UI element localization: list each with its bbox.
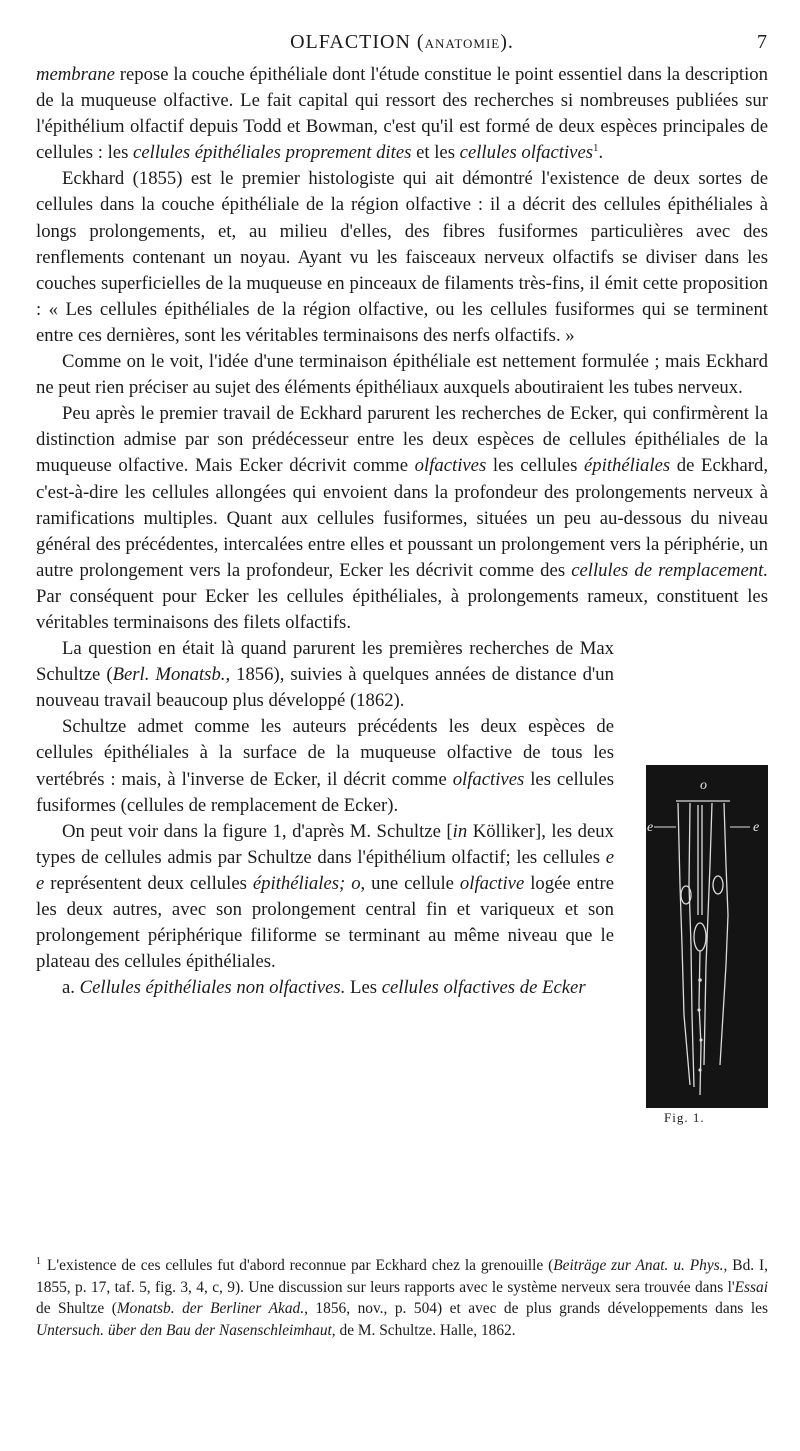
figure-label-o: o xyxy=(700,778,707,793)
running-title-main: OLFACTION ( xyxy=(290,31,425,53)
running-title-end: ). xyxy=(500,31,514,53)
figure-1-illustration xyxy=(646,765,768,1108)
text-run: Eckhard (1855) est le premier histologiste qui ait démontré l'existence de deux sortes de cellules dans la couche épithéliale de la région olfactive : il a décrit des cellules épithéliales à longs prolongements, et, au milieu d'elles, des fibres fusiformes particulières avec des renflements contenant un noyau. Ayant vu les faisceaux nerveux olfactifs se diviser dans les couches superficielles de la muqueuse en pinceaux de filaments très-fins, il émit cette proposition : « Les cellules épithéliales de la région olfactive, ou les cellules fusiformes qui se terminent entre ces dernières, sont les véritables terminaisons des nerfs olfactifs. » xyxy=(36,168,768,346)
running-title-small-caps: ANATOMIE xyxy=(424,36,501,51)
italic-run: cellules olfactives xyxy=(459,142,594,164)
italic-run: Untersuch. über den Bau der Nasenschleimhaut xyxy=(36,1321,332,1339)
paragraph xyxy=(36,62,768,166)
italic-run: olfactives xyxy=(414,455,487,477)
text-run: de Shultze ( xyxy=(36,1300,117,1318)
italic-run: épithéliales xyxy=(584,455,671,477)
footnote-mark: 1 xyxy=(36,1256,41,1267)
text-run: et les xyxy=(411,142,460,164)
cell-drawing xyxy=(646,765,768,1108)
italic-run: membrane xyxy=(36,64,115,85)
text-run: L'existence de ces cellules fut d'abord reconnue par Eckhard chez la grenouille ( xyxy=(47,1257,554,1275)
figure-label-e-left: e xyxy=(647,820,654,835)
text-run: Kölliker], les deux types de cellules admis par Schultze dans l'épithélium olfactif; les cellules xyxy=(36,820,614,868)
italic-run: olfactive xyxy=(459,872,525,894)
italic-run: épithéliales; o xyxy=(252,872,361,894)
text-run: les cellules fusiformes (cellules de remplacement de Ecker). xyxy=(36,768,614,816)
paragraph xyxy=(36,636,614,714)
text-run: La question en était là quand parurent les premières recherches de Max Schultze ( xyxy=(36,638,614,686)
text-run: les cellules xyxy=(486,455,584,477)
text-run: représentent deux cellules xyxy=(44,872,253,894)
italic-run: olfactives xyxy=(452,768,525,790)
paragraph xyxy=(36,401,768,636)
text-run: Peu après le premier travail de Eckhard parurent les recherches de Ecker, qui confirmèrent la distinction admise par son prédécesseur entre les deux espèces de cellules épithéliales de la muqueuse olfactive. Mais Ecker décrivit comme xyxy=(36,403,768,477)
italic-run: e e xyxy=(36,846,614,894)
text-run: , 1856), suivies à quelques années de distance d'un nouveau travail beaucoup plus développé (1862). xyxy=(36,664,614,712)
italic-run: cellules olfactives de Ecker xyxy=(381,977,586,999)
text-run: , de M. Schultze. Halle, 1862. xyxy=(331,1321,516,1339)
text-run: Par conséquent pour Ecker les cellules épithéliales, à prolongements rameux, constituent les véritables terminaisons des filets olfactifs. xyxy=(36,585,768,633)
figure-label-e-right: e xyxy=(753,820,760,835)
footnote-text xyxy=(36,1257,768,1339)
italic-run: cellules épithéliales proprement dites xyxy=(133,142,412,164)
text-run: Les xyxy=(345,977,382,999)
text-run: On peut voir dans la figure 1, d'après M. Schultze [ xyxy=(62,820,453,842)
footnote-ref: 1 xyxy=(593,142,599,155)
text-run: , une cellule xyxy=(360,872,460,894)
italic-run: Berl. Monatsb. xyxy=(112,664,226,686)
text-run: a. xyxy=(62,977,80,999)
paragraph xyxy=(36,166,768,349)
italic-run: Beiträge zur Anat. u. Phys. xyxy=(553,1257,724,1275)
running-header xyxy=(36,31,768,55)
paragraph xyxy=(36,714,614,818)
paragraph xyxy=(36,349,768,401)
italic-run: Essai xyxy=(734,1278,768,1296)
figure-caption: Fig. 1. xyxy=(664,1110,705,1125)
text-run: repose la couche épithéliale dont l'étude constitue le point essentiel dans la description de la muqueuse olfactive. Le fait capital qui ressort des recherches si nombreuses publiées sur l'épithélium olfactif depuis Todd et Bowman, c'est qu'il est formé de deux espèces principales de cellules : les xyxy=(36,64,768,164)
paragraph xyxy=(36,819,614,976)
text-run: . xyxy=(598,142,604,164)
text-run: logée entre les deux autres, avec son prolongement central fin et variqueux et son prolongement périphérique filiforme se terminant au même niveau que le plateau des cellules épithéliales. xyxy=(36,872,614,973)
footnote xyxy=(36,1251,768,1341)
page-number: 7 xyxy=(757,31,768,53)
italic-run: cellules de remplacement. xyxy=(571,559,768,581)
italic-run: Cellules épithéliales non olfactives. xyxy=(79,977,346,999)
running-title xyxy=(36,31,768,54)
text-run: Schultze admet comme les auteurs précédents les deux espèces de cellules épithéliales à la surface de la muqueuse olfactive de tous les vertébrés : mais, à l'inverse de Ecker, il décrit comme xyxy=(36,716,614,790)
text-run: , 1856, nov., p. 504) et avec de plus grands développements dans les xyxy=(304,1300,768,1318)
italic-run: Monatsb. der Berliner Akad. xyxy=(116,1300,305,1318)
text-run: , Bd. I, 1855, p. 17, taf. 5, fig. 3, 4, c, 9). Une discussion sur leurs rapports avec le système nerveux sera trouvée dans l' xyxy=(36,1257,768,1296)
text-run: de Eckhard, c'est-à-dire les cellules allongées qui envoient dans la profondeur des prolongements nerveux à ramifications multiples. Quant aux cellules fusiformes, situées un peu au-dessous du niveau général des précédentes, intercalées entre elles et poussant un prolongement vers la périphérie, un autre prolongement vers la profondeur, Ecker les décrivit comme des xyxy=(36,455,768,581)
text-run: Comme on le voit, l'idée d'une terminaison épithéliale est nettement formulée ; mais Eckhard ne peut rien préciser au sujet des éléments épithéliaux auxquels aboutiraient les tubes nerveux. xyxy=(36,351,768,399)
italic-run: in xyxy=(452,820,468,842)
